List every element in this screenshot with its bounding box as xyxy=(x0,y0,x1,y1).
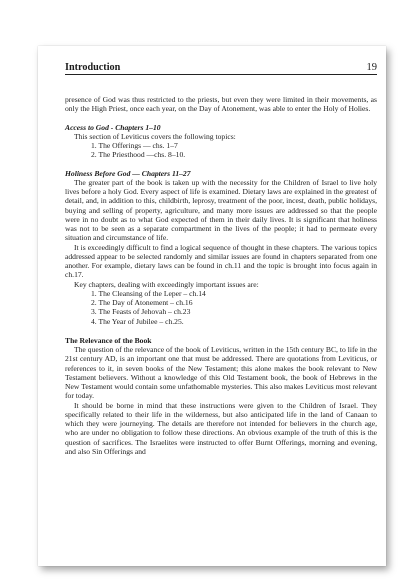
access-topic-list xyxy=(65,141,377,160)
page-content xyxy=(65,62,377,456)
list-item: 4. The Year of Jubilee – ch.25. xyxy=(91,316,184,326)
list-item: 2. The Priesthood —chs. 8–10. xyxy=(91,150,186,160)
holiness-paragraph: The greater part of the book is taken up with the necessity for the Children of Israel to live holy lives before a holy God. Every aspect of life is examined. Dietary laws are explained in the greatest of detail, and, in addition to this, childbirth, leprosy, treatment of the poor, incest, death, public holidays, buying and selling of property, agriculture, and many more issues are addressed so that the people were in no doubt as to what God expected of them in their daily lives. It is significant that holiness was not to be seen as a separate compartment in the lives of the people; it had to permeate every situation and circumstance of life. xyxy=(65,177,377,243)
running-header xyxy=(65,62,377,75)
list-item: 1. The Offerings — chs. 1–7 xyxy=(91,141,178,150)
body-text xyxy=(65,95,377,456)
page-number: 19 xyxy=(366,62,377,73)
list-item: 3. The Feasts of Jehovah – ch.23 xyxy=(91,307,191,317)
section-heading-access: Access to God - Chapters 1–10 xyxy=(65,122,161,132)
list-item: 2. The Day of Atonement – ch.16 xyxy=(91,298,193,307)
access-lead: This section of Leviticus covers the following topics: xyxy=(74,131,236,141)
key-chapters-lead: Key chapters, dealing with exceedingly important issues are: xyxy=(74,279,259,289)
relevance-paragraph: The question of the relevance of the book of Leviticus, written in the 15th century BC, to life in the 21st century AD, is an important one that must be addressed. There are quotations from Leviticus, or references to it, in seven books of the New Testament; this alone makes the book relevant to New Testament believers. Without a knowledge of this Old Testament book, the book of Hebrews in the New Testament would contain some unfathomable mysteries. This also makes Leviticus most relevant for today. xyxy=(65,345,377,401)
key-chapters-list xyxy=(65,289,377,326)
book-page xyxy=(38,46,386,566)
section-heading-relevance: The Relevance of the Book xyxy=(65,335,152,345)
chapter-title: Introduction xyxy=(65,62,121,73)
holiness-paragraph: It is exceedingly difficult to find a logical sequence of thought in these chapters. The various topics addressed appear to be selected randomly and similar issues are found in chapters separated from one another. For example, dietary laws can be found in ch.11 and the topic is brought into focus again in ch.17. xyxy=(65,242,377,280)
list-item: 1. The Cleansing of the Leper – ch.14 xyxy=(91,288,206,298)
section-heading-holiness: Holiness Before God — Chapters 11–27 xyxy=(65,168,191,178)
intro-paragraph: presence of God was thus restricted to the priests, but even they were limited in their movements, as only the High Priest, once each year, on the Day of Atonement, was able to enter the Holy of Holies. xyxy=(65,95,377,114)
relevance-paragraph: It should be borne in mind that these instructions were given to the Children of Israel. They specifically related to their life in the wilderness, but also anticipated life in the land of Canaan to which they were journeying. The details are therefore not intended for believers in the church age, who are under no obligation to follow these directions. An obvious example of the truth of this is the question of sacrifices. The Israelites were instructed to offer Burnt Offerings, morning and evening, and also Sin Offerings and xyxy=(65,400,377,456)
